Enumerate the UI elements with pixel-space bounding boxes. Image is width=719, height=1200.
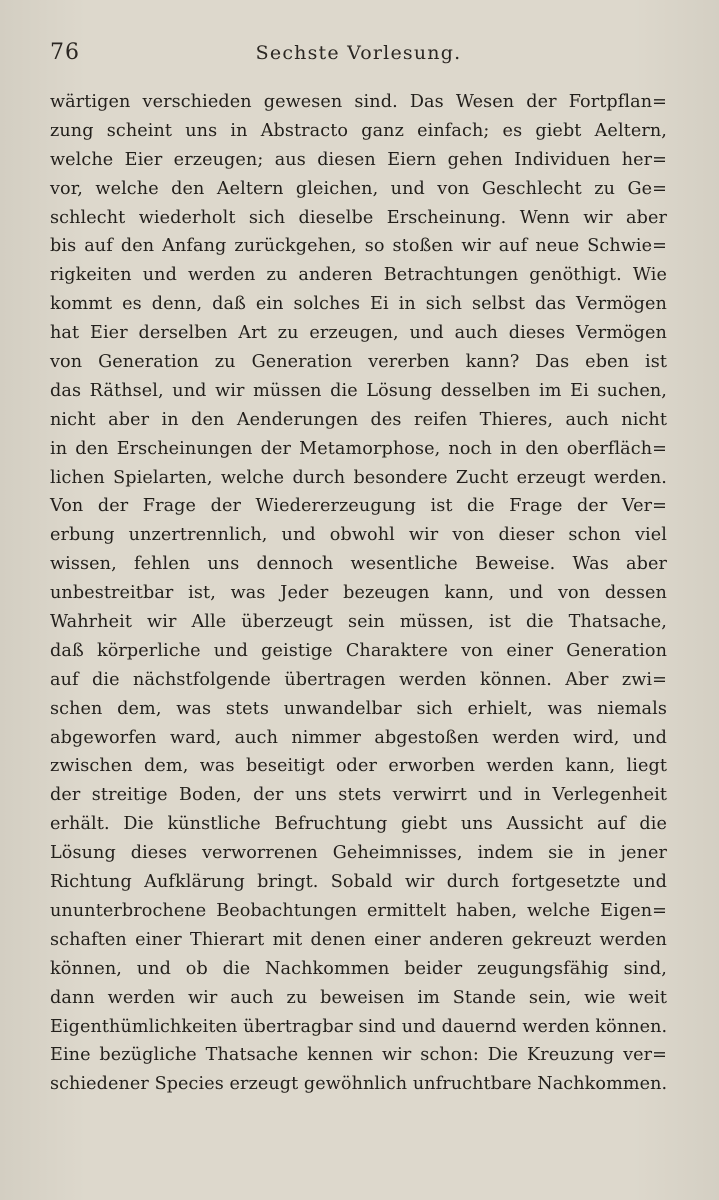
text-line: zwischen dem, was beseitigt oder erworben werden kann, liegt bbox=[50, 756, 667, 777]
running-head bbox=[50, 40, 667, 72]
text-line: lichen Spielarten, welche durch besondere Zucht erzeugt werden. bbox=[50, 467, 667, 488]
text-line: Richtung Aufklärung bringt. Sobald wir durch fortgesetzte und bbox=[50, 872, 667, 893]
text-line: rigkeiten und werden zu anderen Betrachtungen genöthigt. Wie bbox=[50, 265, 667, 286]
text-line: von Generation zu Generation vererben kann? Das eben ist bbox=[50, 352, 667, 373]
text-line: kommt es denn, daß ein solches Ei in sich selbst das Vermögen bbox=[50, 294, 667, 315]
text-line: Wahrheit wir Alle überzeugt sein müssen, ist die Thatsache, bbox=[50, 612, 667, 633]
text-line: dann werden wir auch zu beweisen im Stande sein, wie weit bbox=[50, 987, 667, 1008]
text-line: Eine bezügliche Thatsache kennen wir schon: Die Kreuzung ver= bbox=[50, 1045, 667, 1066]
text-line: hat Eier derselben Art zu erzeugen, und auch dieses Vermögen bbox=[50, 323, 667, 344]
text-line: der streitige Boden, der uns stets verwirrt und in Verlegenheit bbox=[50, 785, 667, 806]
body-text bbox=[50, 88, 667, 1099]
text-line: schaften einer Thierart mit denen einer anderen gekreuzt werden bbox=[50, 929, 667, 950]
text-line: bis auf den Anfang zurückgehen, so stoßen wir auf neue Schwie= bbox=[50, 236, 667, 257]
text-line: Von der Frage der Wiedererzeugung ist die Frage der Ver= bbox=[50, 496, 667, 517]
page-number: 76 bbox=[50, 40, 80, 65]
text-line: vor, welche den Aeltern gleichen, und von Geschlecht zu Ge= bbox=[50, 178, 667, 199]
text-line: ununterbrochene Beobachtungen ermittelt haben, welche Eigen= bbox=[50, 900, 667, 921]
text-line: zung scheint uns in Abstracto ganz einfach; es giebt Aeltern, bbox=[50, 120, 667, 141]
text-line: schiedener Species erzeugt gewöhnlich unfruchtbare Nachkommen. bbox=[50, 1074, 668, 1095]
section-title: Sechste Vorlesung. bbox=[255, 42, 462, 64]
text-line: erhält. Die künstliche Befruchtung giebt uns Aussicht auf die bbox=[50, 814, 667, 835]
text-line: erbung unzertrennlich, und obwohl wir von dieser schon viel bbox=[50, 525, 667, 546]
text-line: Lösung dieses verworrenen Geheimnisses, indem sie in jener bbox=[50, 843, 667, 864]
text-line: schlecht wiederholt sich dieselbe Erscheinung. Wenn wir aber bbox=[50, 207, 667, 228]
text-line: wärtigen verschieden gewesen sind. Das Wesen der Fortpflan= bbox=[50, 92, 667, 112]
text-line: welche Eier erzeugen; aus diesen Eiern gehen Individuen her= bbox=[50, 149, 667, 170]
text-line: Eigenthümlichkeiten übertragbar sind und dauernd werden können. bbox=[50, 1016, 668, 1037]
text-line: auf die nächstfolgende übertragen werden können. Aber zwi= bbox=[50, 669, 667, 690]
text-line: das Räthsel, und wir müssen die Lösung desselben im Ei suchen, bbox=[50, 380, 667, 401]
text-line: in den Erscheinungen der Metamorphose, noch in den oberfläch= bbox=[50, 438, 667, 459]
text-line: können, und ob die Nachkommen beider zeugungsfähig sind, bbox=[50, 958, 667, 979]
text-line: nicht aber in den Aenderungen des reifen Thieres, auch nicht bbox=[50, 409, 667, 430]
text-line: unbestreitbar ist, was Jeder bezeugen kann, und von dessen bbox=[50, 583, 667, 604]
text-line: wissen, fehlen uns dennoch wesentliche Beweise. Was aber bbox=[50, 554, 667, 575]
text-line: daß körperliche und geistige Charaktere von einer Generation bbox=[50, 640, 667, 661]
text-line: abgeworfen ward, auch nimmer abgestoßen werden wird, und bbox=[50, 727, 667, 748]
text-line: schen dem, was stets unwandelbar sich erhielt, was niemals bbox=[50, 698, 667, 719]
